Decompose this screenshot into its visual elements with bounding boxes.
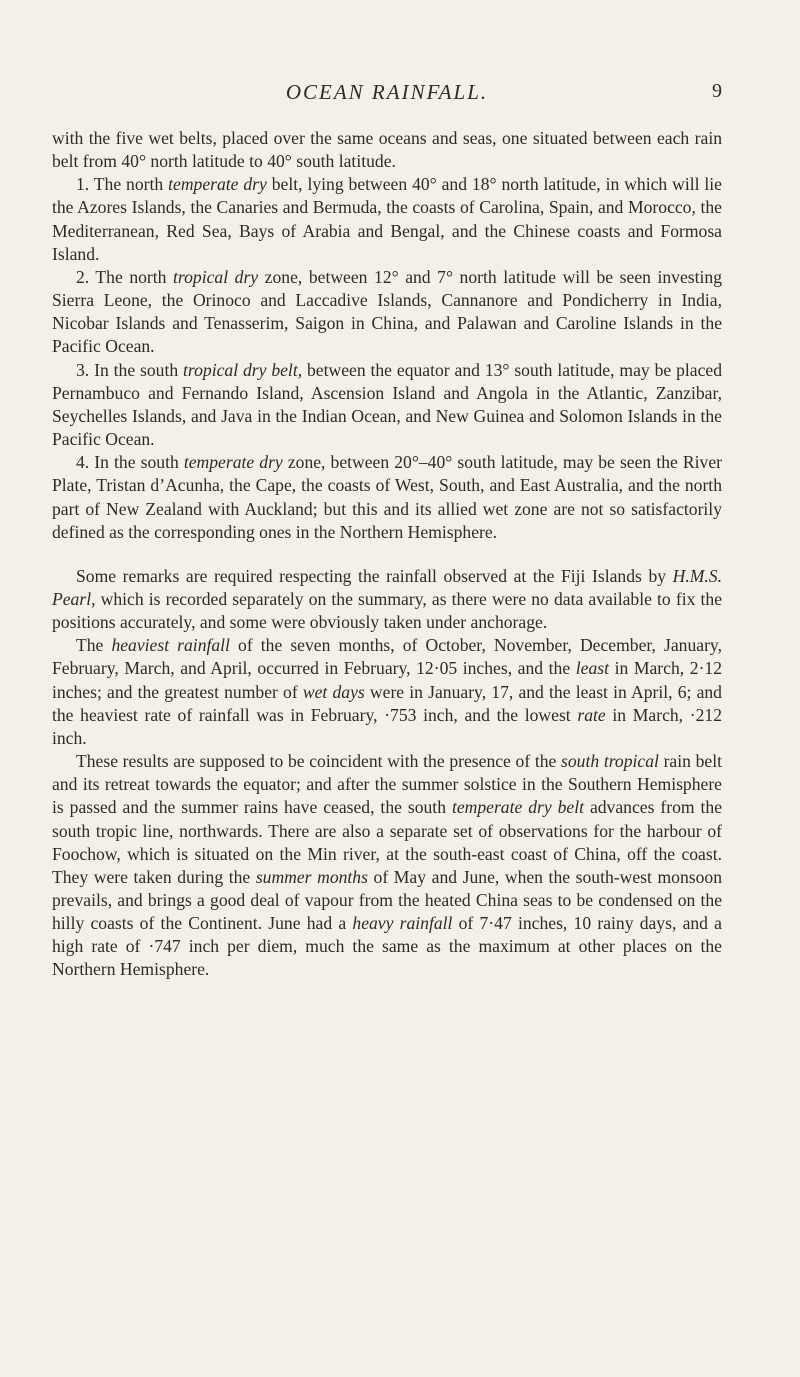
text-run: belt, lying between 40° and 18° north latitude, in which will lie the Azores Islands, the Canaries and Bermuda, the coasts of Carolina, Spain, and Morocco, the Mediterranean, Red Sea, Bays of Arabia and Bengal, and the Chinese coasts and Formosa Island.: [52, 174, 722, 264]
text-run: in March, ·212 inch.: [52, 704, 723, 748]
text-run: in March, 2·12 inches; and the greatest number of: [52, 658, 722, 702]
text-run: 1. The north: [76, 174, 169, 195]
text-run: of 7·47 inches, 10 rainy days, and a high rate of ·747 inch per diem, much the same as the maximum at other places on the Northern Hemisphere.: [52, 913, 722, 980]
paragraph-continuation: [52, 127, 722, 173]
italic-text-run: temperate dry belt: [451, 797, 585, 818]
text-run: between the equator and 13° south latitude, may be placed Pernambuco and Fernando Island, Ascension Island and Angola in the Atlantic, Zanzibar, Seychelles Islands, and Java in the Indian Ocean, and New Guinea and Solomon Islands in the Pacific Ocean.: [52, 359, 722, 450]
text-run: These results are supposed to be coincident with the presence of the: [76, 751, 562, 772]
paragraph-south-temperate-dry: [52, 451, 722, 544]
paragraph-results-foochow: [52, 750, 722, 982]
italic-text-run: tropical dry: [173, 266, 259, 287]
italic-text-run: temperate dry: [183, 452, 283, 473]
italic-text-run: wet days: [302, 681, 365, 702]
paragraph-north-tropical-dry: [52, 266, 722, 359]
italic-text-run: least: [575, 658, 609, 679]
running-title: OCEAN RAINFALL.: [285, 80, 489, 104]
text-run: which is recorded separately on the summary, as there were no data available to fix the positions accurately, and some were obviously taken under anchorage.: [52, 588, 722, 633]
paragraph-north-temperate-dry: [52, 173, 722, 266]
italic-text-run: tropical dry belt,: [183, 359, 303, 380]
text-run: zone, between 20°–40° south latitude, may be seen the River Plate, Tristan d’Acunha, the Cape, the coasts of West, South, and East Australia, and the north part of New Zealand with Auckland; but this and its allied wet zone are not so satisfactorily defined as the corresponding ones in the Northern Hemisphere.: [52, 452, 722, 542]
italic-text-run: H.M.S. Pearl,: [52, 565, 722, 609]
text-run: of May and June, when the south-west monsoon prevails, and brings a good deal of vapour from the heated China seas to be condensed on the hilly coasts of the Continent. June had a: [52, 866, 722, 934]
text-run: 4. In the south: [76, 452, 184, 473]
page-header: [52, 80, 722, 110]
paragraph-heaviest-rainfall: [52, 634, 722, 750]
text-run: were in January, 17, and the least in April, 6; and the heaviest rate of rainfall was in February, ·753 inch, and the lowest: [52, 681, 722, 725]
page-number: 9: [712, 80, 722, 102]
text-run: 2. The north: [76, 266, 174, 287]
paragraph-south-tropical-dry: [52, 359, 722, 452]
text-run: advances from the south tropic line, northwards. There are also a separate set of observations for the harbour of Foochow, which is situated on the Min river, at the south-east coast of China, off the coast. They were taken during the: [52, 797, 723, 887]
italic-text-run: temperate dry: [168, 174, 267, 195]
text-run: Some remarks are required respecting the rainfall observed at the Fiji Islands by: [76, 565, 673, 586]
body-text: [52, 127, 722, 982]
italic-text-run: rate: [577, 704, 606, 725]
text-run: The: [76, 635, 112, 656]
italic-text-run: heavy rainfall: [352, 913, 453, 934]
text-run: zone, between 12° and 7° north latitude will be seen investing Sierra Leone, the Orinoco and Laccadive Islands, Cannanore and Pondicherry in India, Nicobar Islands and Tenasserim, Saigon in China, and Palawan and Caroline Islands in the Pacific Ocean.: [52, 266, 722, 357]
paragraph-fiji-remarks: [52, 565, 722, 634]
text-run: rain belt and its retreat towards the equator; and after the summer solstice in the Southern Hemisphere is passed and the summer rains have ceased, the south: [52, 751, 722, 818]
text-run: 3. In the south: [76, 359, 184, 380]
italic-text-run: heaviest rainfall: [111, 635, 230, 656]
italic-text-run: summer months: [255, 866, 368, 887]
text-run: of the seven months, of October, November, December, January, February, March, and April, occurred in February, 12·05 inches, and the: [52, 635, 722, 679]
text-run: with the five wet belts, placed over the same oceans and seas, one situated between each rain belt from 40° north latitude to 40° south latitude.: [52, 128, 722, 172]
italic-text-run: south tropical: [561, 751, 659, 772]
